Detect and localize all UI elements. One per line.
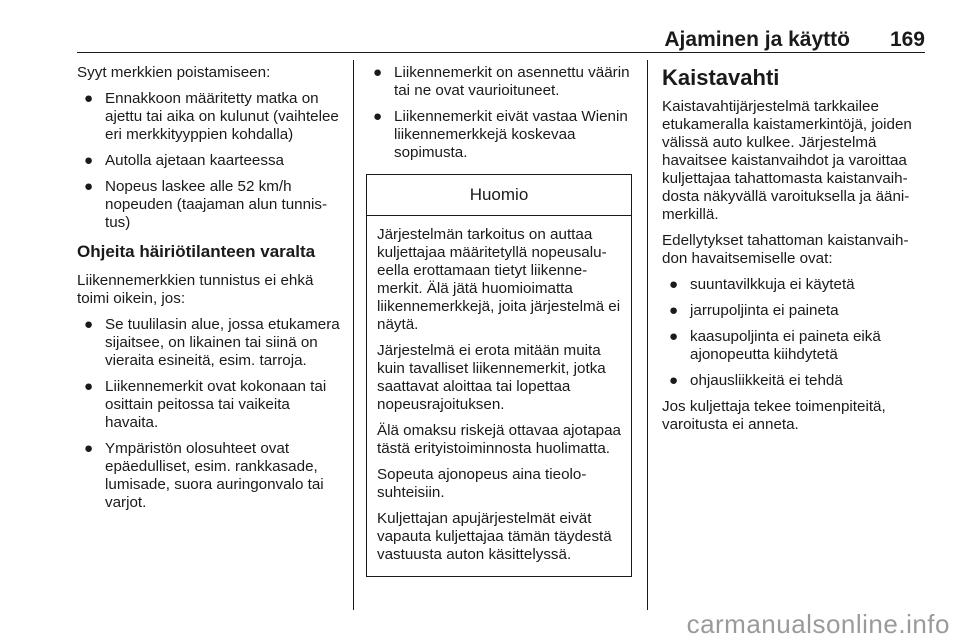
page-number: 169 [889,28,925,51]
watermark: carmanualsonline.info [686,609,950,639]
list-item: ● Nopeus laskee alle 52 km/h nopeuden (taajaman alun tunnistus) [84,178,328,231]
lane-assist-conditions-intro: Edellytykset tahattoman kaistanvaihdon havaitsemiselle ovat: [662,232,909,267]
bullet-icon: ● [84,152,94,169]
warning-body [367,216,631,576]
lane-assist-conditions-list [662,276,928,390]
bullet-icon: ● [84,378,94,395]
list-item: ● Liikennemerkit eivät vastaa Wienin liikennemerkkejä koskevaa sopimusta. [373,108,628,161]
list-item: ● ohjausliikkeitä ei tehdä [669,372,843,389]
reasons-list [77,90,342,232]
list-item: ● kaasupoljinta ei paineta eikä ajonopeutta kiihdytetä [669,328,881,363]
warning-paragraph: Järjestelmän tarkoitus on auttaa kuljettajaa määritetyllä nopeusalueella erottamaan tietyt liikennemerkit. Älä jätä huomioimatta liikennemerkkejä, joita järjestelmä ei näytä. [377,226,621,333]
troubleshooting-intro: Liikennemerkkien tunnistus ei ehkä toimi oikein, jos: [77,272,314,307]
list-item: ● suuntavilkkuja ei käytetä [669,276,855,293]
list-item: ● Autolla ajetaan kaarteessa [84,152,284,169]
lane-assist-description: Kaistavahtijärjestelmä tarkkailee etukameralla kaistamerkintöjä, joiden välissä auto kulkee. Järjestelmä havaitsee kaistanvaihdot ja varoittaa kuljettajaa tahattomasta kaistanvaihdosta näkyvällä varoituksella ja äänimerkillä. [662,98,912,223]
bullet-icon: ● [373,108,383,125]
bullet-icon: ● [669,372,679,389]
column-divider-1 [353,60,354,610]
warning-paragraph: Sopeuta ajonopeus aina tieolosuhteisiin. [377,466,587,501]
bullet-icon: ● [669,276,679,293]
warning-box [366,174,632,577]
column-divider-2 [647,60,648,610]
conditions-list [77,316,342,512]
troubleshooting-heading: Ohjeita häiriötilanteen varalta [77,242,316,261]
lane-assist-heading: Kaistavahti [662,65,780,90]
bullet-icon: ● [669,328,679,345]
page-header [620,28,925,52]
reasons-intro: Syyt merkkien poistamiseen: [77,64,271,81]
warning-paragraph: Älä omaksu riskejä ottavaa ajotapaa tästä erityistoiminnosta huolimatta. [377,422,621,457]
list-item: ● Ennakkoon määritetty matka on ajettu tai aika on kulunut (vaihtelee eri merkkityyppien kohdalla) [84,90,339,143]
warning-title: Huomio [367,175,631,216]
list-item: ● Liikennemerkit on asennettu väärin tai ne ovat vaurioituneet. [373,64,630,99]
list-item: ● Ympäristön olosuhteet ovat epäedulliset, esim. rankkasade, lumisade, suora auringonvalo tai varjot. [84,440,324,511]
bullet-icon: ● [373,64,383,81]
lane-assist-note: Jos kuljettaja tekee toimenpiteitä, varoitusta ei anneta. [662,398,886,433]
list-item: ● Liikennemerkit ovat kokonaan tai osittain peitossa tai vaikeita havaita. [84,378,327,431]
column-right [662,64,928,442]
bullet-icon: ● [84,440,94,457]
sign-issues-list [366,64,632,162]
list-item: ● jarrupoljinta ei paineta [669,302,839,319]
bullet-icon: ● [84,316,94,333]
section-title: Ajaminen ja käyttö [664,28,850,51]
bullet-icon: ● [669,302,679,319]
warning-paragraph: Järjestelmä ei erota mitään muita kuin tavalliset liikennemerkit, jotka saattavat aloittaa tai lopettaa nopeusrajoituksen. [377,342,606,413]
column-left [77,64,342,520]
warning-paragraph: Kuljettajan apujärjestelmät eivät vapauta kuljettajaa tämän täydestä vastuusta auton käsittelyssä. [377,510,612,563]
list-item: ● Se tuulilasin alue, jossa etukamera sijaitsee, on likainen tai siinä on vieraita esineitä, esim. tarroja. [84,316,340,369]
bullet-icon: ● [84,90,94,107]
column-middle [366,64,632,577]
header-rule [77,52,925,53]
bullet-icon: ● [84,178,94,195]
